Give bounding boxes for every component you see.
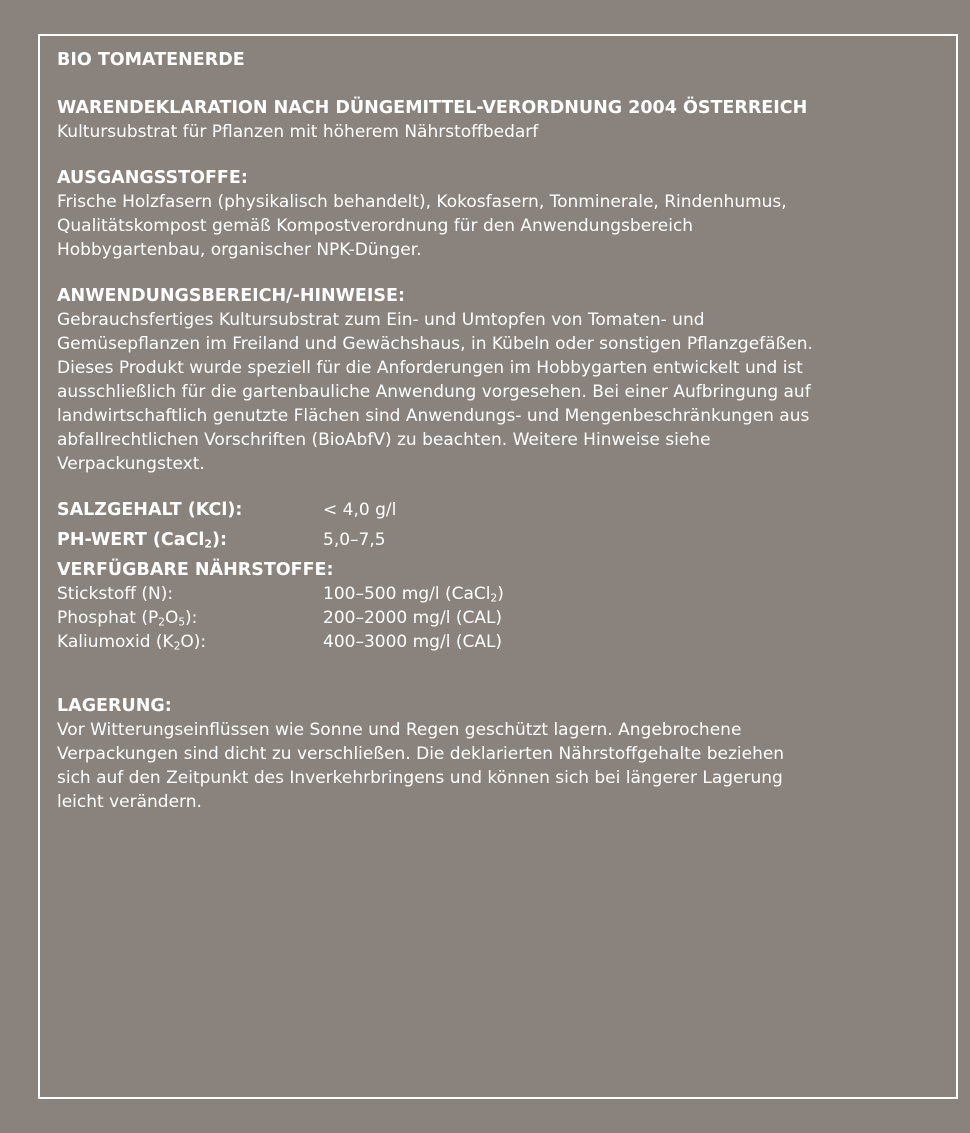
phosphat-value: 200–2000 mg/l (CAL) bbox=[323, 608, 503, 628]
phosphat-label-post: ): bbox=[185, 608, 198, 628]
stickstoff-value-post: ) bbox=[497, 584, 504, 604]
phosphat-label-pre: Phosphat (P bbox=[57, 608, 159, 628]
naehrstoffe-heading: VERFÜGBARE NÄHRSTOFFE: bbox=[57, 560, 334, 580]
salzgehalt-row bbox=[57, 498, 927, 522]
phosphat-label-sub2: 5 bbox=[178, 616, 186, 629]
spacer bbox=[57, 654, 927, 694]
stickstoff-value-pre: 100–500 mg/l (CaCl bbox=[323, 584, 491, 604]
phwert-label-pre: PH-WERT (CaCl bbox=[57, 530, 205, 550]
label-frame bbox=[38, 34, 958, 1099]
phosphat-label-sub1: 2 bbox=[158, 616, 165, 629]
anwendung-line: Gemüsepflanzen im Freiland und Gewächshaus, in Kübeln oder sonstigen Pflanzgefäßen. bbox=[57, 334, 813, 354]
ausgangsstoffe-line: Hobbygartenbau, organischer NPK-Dünger. bbox=[57, 240, 422, 260]
lagerung-heading: LAGERUNG: bbox=[57, 696, 172, 716]
declaration-heading: WARENDEKLARATION NACH DÜNGEMITTEL-VERORDNUNG 2004 ÖSTERREICH bbox=[57, 98, 808, 118]
kaliumoxid-label-sub: 2 bbox=[173, 640, 181, 653]
kaliumoxid-label bbox=[57, 630, 323, 654]
ausgangsstoffe-line: Qualitätskompost gemäß Kompostverordnung für den Anwendungsbereich bbox=[57, 216, 694, 236]
stickstoff-row bbox=[57, 582, 927, 606]
phwert-label bbox=[57, 528, 323, 552]
ausgangsstoffe-heading: AUSGANGSSTOFFE: bbox=[57, 168, 248, 188]
stickstoff-label: Stickstoff (N): bbox=[57, 584, 174, 604]
kaliumoxid-label-pre: Kaliumoxid (K bbox=[57, 632, 174, 652]
declaration-subtitle: Kultursubstrat für Pflanzen mit höherem Nährstoffbedarf bbox=[57, 122, 539, 142]
salzgehalt-label: SALZGEHALT (KCl): bbox=[57, 500, 243, 520]
anwendung-line: Dieses Produkt wurde speziell für die Anforderungen im Hobbygarten entwickelt und ist bbox=[57, 358, 803, 378]
phwert-label-post: ): bbox=[211, 530, 227, 550]
anwendung-line: Gebrauchsfertiges Kultursubstrat zum Ein- und Umtopfen von Tomaten- und bbox=[57, 310, 705, 330]
spacer bbox=[57, 144, 927, 166]
spacer bbox=[57, 476, 927, 498]
anwendung-line: abfallrechtlichen Vorschriften (BioAbfV) zu beachten. Weitere Hinweise siehe bbox=[57, 430, 711, 450]
salzgehalt-value: < 4,0 g/l bbox=[323, 500, 397, 520]
lagerung-line: Verpackungen sind dicht zu verschließen. Die deklarierten Nährstoffgehalte beziehen bbox=[57, 744, 785, 764]
kaliumoxid-label-post: O): bbox=[180, 632, 207, 652]
anwendung-line: ausschließlich für die gartenbauliche Anwendung vorgesehen. Bei einer Aufbringung auf bbox=[57, 382, 811, 402]
stickstoff-value-sub: 2 bbox=[490, 592, 498, 605]
label-content bbox=[57, 48, 927, 814]
anwendung-line: Verpackungstext. bbox=[57, 454, 205, 474]
phosphat-label bbox=[57, 606, 323, 630]
phosphat-label-mid: O bbox=[164, 608, 179, 628]
anwendung-line: landwirtschaftlich genutzte Flächen sind Anwendungs- und Mengenbeschränkungen aus bbox=[57, 406, 810, 426]
spacer bbox=[57, 262, 927, 284]
product-title: BIO TOMATENERDE bbox=[57, 50, 245, 70]
phwert-value: 5,0–7,5 bbox=[323, 530, 386, 550]
kaliumoxid-row bbox=[57, 630, 927, 654]
phosphat-row bbox=[57, 606, 927, 630]
lagerung-line: leicht verändern. bbox=[57, 792, 202, 812]
ausgangsstoffe-line: Frische Holzfasern (physikalisch behandelt), Kokosfasern, Tonminerale, Rindenhumus, bbox=[57, 192, 787, 212]
phwert-label-sub: 2 bbox=[204, 537, 212, 551]
lagerung-line: Vor Witterungseinflüssen wie Sonne und Regen geschützt lagern. Angebrochene bbox=[57, 720, 742, 740]
lagerung-line: sich auf den Zeitpunkt des Inverkehrbringens und können sich bei längerer Lagerung bbox=[57, 768, 783, 788]
anwendung-heading: ANWENDUNGSBEREICH/-HINWEISE: bbox=[57, 286, 405, 306]
kaliumoxid-value: 400–3000 mg/l (CAL) bbox=[323, 632, 503, 652]
stickstoff-value bbox=[323, 582, 504, 606]
phwert-row bbox=[57, 528, 927, 552]
spacer bbox=[57, 72, 927, 96]
